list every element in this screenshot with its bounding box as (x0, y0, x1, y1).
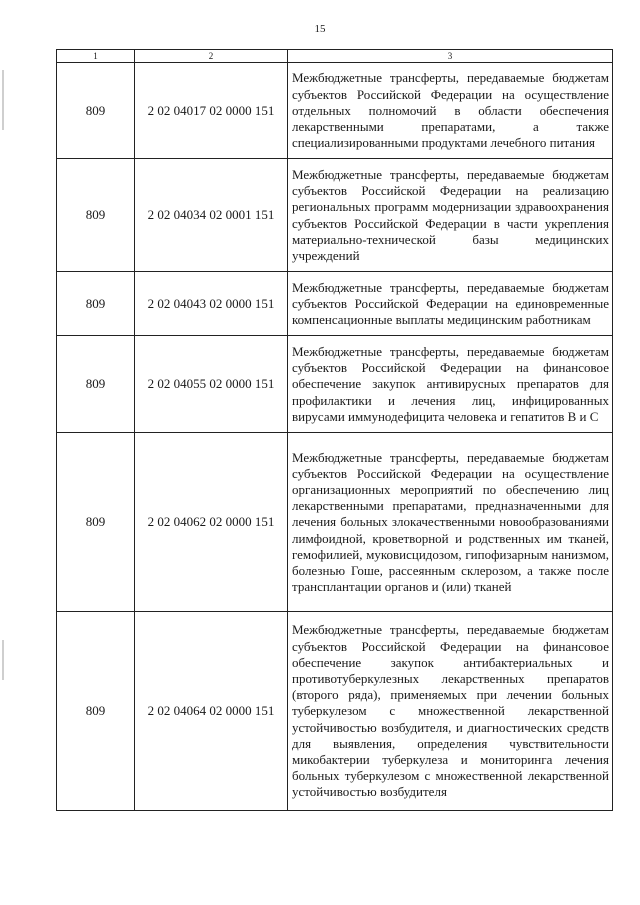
budget-code-cell: 2 02 04017 02 0000 151 (135, 63, 288, 159)
table-row (57, 433, 613, 612)
budget-code-cell: 2 02 04062 02 0000 151 (135, 433, 288, 612)
admin-code-cell: 809 (57, 272, 135, 336)
budget-classification-table (56, 49, 613, 811)
admin-code-cell: 809 (57, 612, 135, 811)
column-header-code: 2 (135, 50, 288, 63)
scan-edge-mark (2, 70, 4, 130)
table-row (57, 272, 613, 336)
budget-code-cell: 2 02 04055 02 0000 151 (135, 336, 288, 433)
admin-code-cell: 809 (57, 159, 135, 272)
income-name-cell: Межбюджетные трансферты, передаваемые бюджетам субъектов Российской Федерации на финансовое обеспечение закупок антибактериальных и противотуберкулезных лекарственных препаратов (второго ряда), применяемых при лечении больных туберкулезом с множественной лекарственной устойчивостью возбудителя, и диагностических средств для выявления, определения чувствительности микобактерии туберкулеза и мониторинга лечения больных туберкулезом с множественной лекарственной устойчивостью возбудителя (288, 612, 613, 811)
column-header-admin: 1 (57, 50, 135, 63)
income-name-cell: Межбюджетные трансферты, передаваемые бюджетам субъектов Российской Федерации на единовременные компенсационные выплаты медицинским работникам (288, 272, 613, 336)
table-row (57, 63, 613, 159)
admin-code-cell: 809 (57, 336, 135, 433)
page-number: 15 (314, 23, 326, 35)
table-header-row (57, 50, 613, 63)
income-name-cell: Межбюджетные трансферты, передаваемые бюджетам субъектов Российской Федерации на осуществление отдельных полномочий в области обеспечения лекарственными препаратами, а также специализированными продуктами лечебного питания (288, 63, 613, 159)
admin-code-cell: 809 (57, 63, 135, 159)
budget-code-cell: 2 02 04043 02 0000 151 (135, 272, 288, 336)
table-row (57, 336, 613, 433)
budget-code-cell: 2 02 04064 02 0000 151 (135, 612, 288, 811)
income-name-cell: Межбюджетные трансферты, передаваемые бюджетам субъектов Российской Федерации на финансовое обеспечение закупок антивирусных препаратов для профилактики и лечения лиц, инфицированных вирусами иммунодефицита человека и гепатитов В и С (288, 336, 613, 433)
budget-code-cell: 2 02 04034 02 0001 151 (135, 159, 288, 272)
admin-code-cell: 809 (57, 433, 135, 612)
scan-edge-mark (2, 640, 4, 680)
column-header-name: 3 (288, 50, 613, 63)
table-row (57, 159, 613, 272)
income-name-cell: Межбюджетные трансферты, передаваемые бюджетам субъектов Российской Федерации на реализацию региональных программ модернизации здравоохранения субъектов Российской Федерации в части укрепления материально-технической базы медицинских учреждений (288, 159, 613, 272)
table-row (57, 612, 613, 811)
income-name-cell: Межбюджетные трансферты, передаваемые бюджетам субъектов Российской Федерации на осуществление организационных мероприятий по обеспечению лиц лекарственными препаратами, предназначенными для лечения больных злокачественными новообразованиями лимфоидной, кроветворной и родственных им тканей, гемофилией, муковисцидозом, гипофизарным нанизмом, болезнью Гоше, рассеянным склерозом, а также после трансплантации органов и (или) тканей (288, 433, 613, 612)
